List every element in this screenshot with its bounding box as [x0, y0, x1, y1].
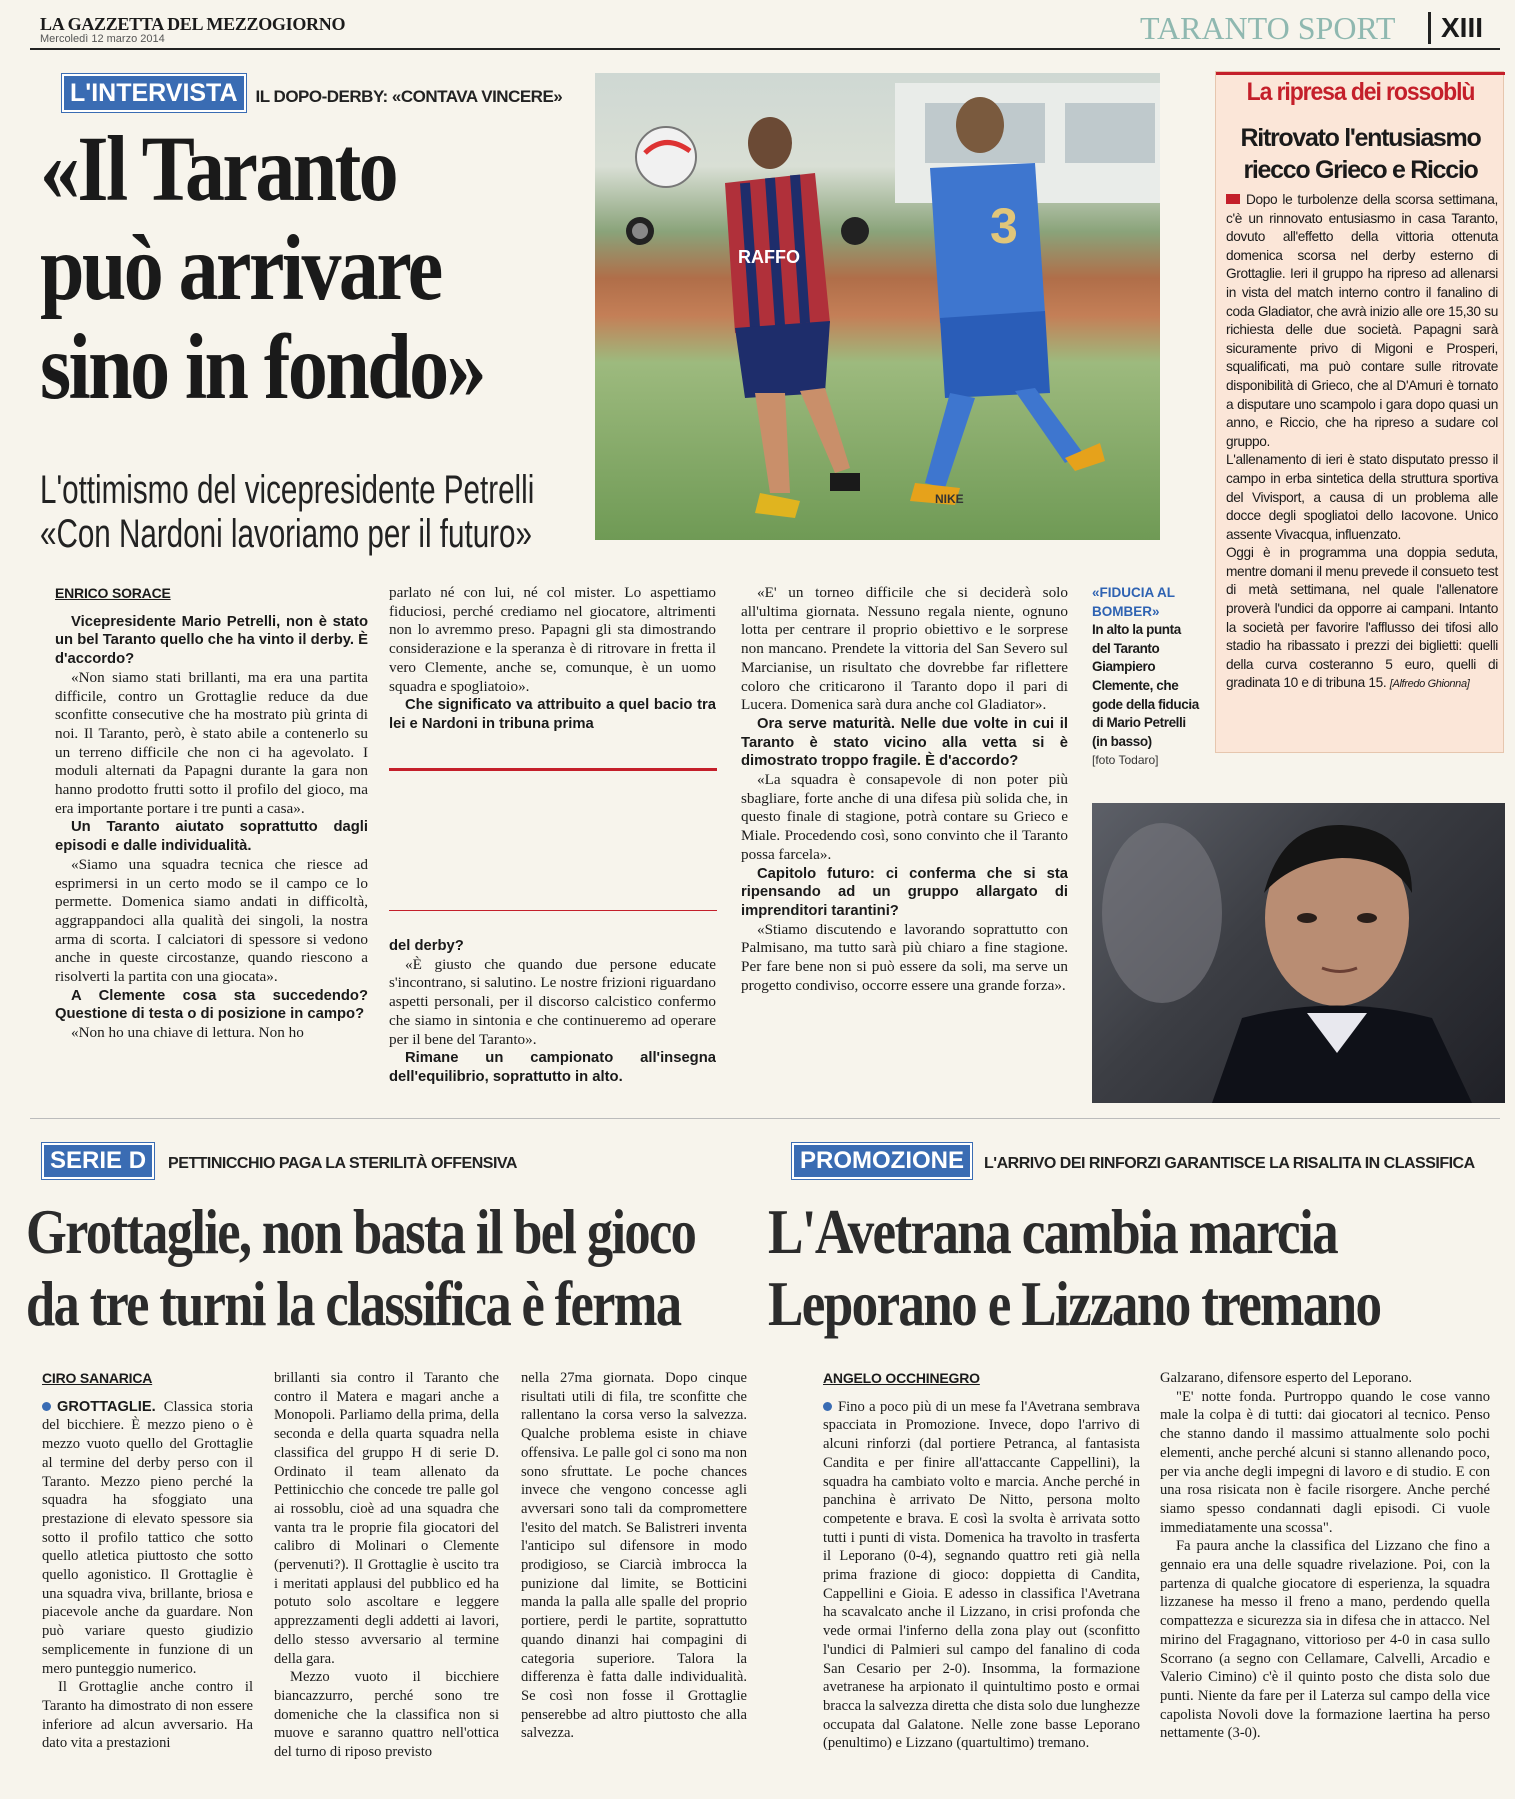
- portrait-photo: [1092, 803, 1505, 1103]
- right-kicker: L'ARRIVO DEI RINFORZI GARANTISCE LA RISALITA IN CLASSIFICA: [984, 1155, 1475, 1173]
- interview-question: Che significato va attribuito a quel bacio tra lei e Nardoni in tribuna prima: [389, 697, 716, 732]
- pull-quote: [389, 768, 717, 913]
- lead-title-line-3: sino in fondo»: [40, 316, 484, 419]
- masthead-rule: [30, 48, 1500, 50]
- interview-question: Rimane un campionato all'insegna dell'equilibrio, soprattutto in alto.: [389, 1050, 716, 1085]
- lead-column-3: [741, 584, 1068, 1109]
- left-kicker: PETTINICCHIO PAGA LA STERILITÀ OFFENSIVA: [168, 1155, 517, 1173]
- lead-byline: ENRICO SORACE: [55, 585, 171, 601]
- photo-caption: [1092, 584, 1200, 770]
- lead-kicker: IL DOPO-DERBY: «CONTAVA VINCERE»: [255, 87, 563, 107]
- interview-answer: «Non ho una chiave di lettura. Non ho: [71, 1024, 304, 1042]
- newspaper-name: LA GAZZETTA DEL MEZZOGIORNO: [40, 14, 346, 34]
- interview-answer: «La squadra è consapevole di non poter più sbagliare, forte anche di una difesa più solida che, in questo finale di stagione, potrà contare su Grieco e Miale. Procedendo così, sono convinto che il Taranto possa farcela».: [741, 771, 1068, 863]
- sidebar-title: [1216, 122, 1505, 186]
- lead-kicker-row: [62, 74, 582, 110]
- sidebar-marker: [1226, 194, 1240, 204]
- interview-answer: parlato né con lui, né col mister. Lo aspettiamo fiduciosi, perché crediamo nel giocatore, altrimenti non lo avremmo preso. Papagni gli sta dimostrando considerazione e la speranza è di ritrovare in fretta il vero Clemente, anche se, comunque, è un uomo squadra e spogliatoio».: [389, 584, 716, 695]
- sidebar-signature: [Alfredo Ghionna]: [1389, 678, 1470, 691]
- right-kicker-row: [792, 1143, 1512, 1179]
- lead-deck: [40, 468, 535, 556]
- lead-deck-line-1: L'ottimismo del vicepresidente Petrelli: [40, 468, 535, 512]
- lead-column-2a: [389, 584, 716, 754]
- right-column-1: [823, 1369, 1140, 1789]
- right-title-line-2: Leporano e Lizzano tremano: [768, 1268, 1381, 1339]
- caption-head: «FIDUCIA AL BOMBER»: [1092, 585, 1175, 619]
- right-bullet: [823, 1402, 832, 1411]
- lead-section-tag: L'INTERVISTA: [62, 74, 246, 112]
- sidebar-paragraph-2: L'allenamento di ieri è stato disputato presso il campo in erba sintetica della struttura sportiva del Vivisport, a causa di un problema alle docce degli spogliatoi dello Iacovone. Unico assente Vivacqua, influenzato.: [1226, 452, 1498, 542]
- page-number: XIII: [1428, 12, 1483, 44]
- right-c2a: Galzarano, difensore esperto del Leporano.: [1160, 1370, 1413, 1386]
- right-column-2: [1160, 1369, 1490, 1789]
- left-title: [26, 1196, 696, 1340]
- sidebar-paragraph-1: Dopo le turbolenze della scorsa settimana, c'è un rinnovato entusiasmo in casa Taranto, dovuto all'effetto della vittoria ottenuta domenica scorsa nel derby esterno di Grottaglie. Ieri il gruppo ha ripreso ad allenarsi in vista del match interno contro il fanalino di coda Gladiator, che avrà inizio alle ore 15,30 su richiesta delle due società. Papagni sarà sicuramente privo di Migoni e Prosperi, squalificati, ma può contare sulle ritrovate disponibilità di Grieco, che al D'Amuri è tornato a disputare uno scampolo i gara dopo quasi un anno, e Riccio, che ha ripreso a sudare col gruppo.: [1226, 192, 1498, 449]
- interview-answer: «Siamo una squadra tecnica che riesce ad esprimersi in un certo modo se il campo ce lo permette. Domenica siamo andati in difficoltà, aggrappandoci alla qualità dei singoli, la nostra arma di scorta. I calciatori di spessore si vedono anche in queste circostanze, quando riescono a risolverti la partita con una giocata».: [55, 855, 368, 986]
- right-section-tag: PROMOZIONE: [792, 1143, 972, 1179]
- pull-quote-bottom-rule: [389, 910, 717, 911]
- interview-question: Vicepresidente Mario Petrelli, non è stato un bel Taranto quello che ha vinto il derby. È d'accordo?: [55, 613, 368, 668]
- interview-question: A Clemente cosa sta succedendo? Questione di testa o di posizione in campo?: [55, 987, 368, 1023]
- lead-column-2a-text: [389, 584, 716, 734]
- left-title-line-2: da tre turni la classifica è ferma: [26, 1268, 681, 1339]
- caption-body: In alto la punta del Taranto Giampiero Clemente, che gode della fiducia di Mario Petrelli (in basso): [1092, 622, 1199, 749]
- left-c1a: Classica storia del bicchiere. È mezzo pieno o è mezzo vuoto quello del Grottaglie al termine del derby perso con il Taranto. Mezzo pieno perché la squadra ha sfoggiato una prestazione di elevato spessore sia sotto il profilo tattico che sotto quello atletica piuttosto che sotto quello agonistico. Il Grottaglie è una squadra viva, brillante, briosa e piacevole anche da guardare. Non può variare questo giudizio semplicemente in funzione di un mero punteggio numerico.: [42, 1398, 253, 1677]
- lead-title-line-1: «Il Taranto: [40, 118, 397, 221]
- section-name: TARANTO SPORT: [1140, 10, 1396, 46]
- left-c1b: Il Grottaglie anche contro il Taranto ha dimostrato di non essere inferiore ad alcun avversario. Ha dato vita a prestazioni: [42, 1679, 253, 1752]
- lead-column-1: [55, 584, 368, 1109]
- sidebar-body: [1226, 191, 1498, 694]
- page-band-rule: [30, 1118, 1500, 1119]
- lead-column-1-text: [55, 613, 368, 1043]
- interview-question: Un Taranto aiutato soprattutto dagli episodi e dalle individualità.: [55, 819, 368, 855]
- lead-column-2b: [389, 937, 716, 1109]
- interview-answer: «È giusto che quando due persone educate s'incontrano, si salutino. Le nostre frizioni riguardano aspetti personali, per il discorso calcistico confermo che siamo in sintonia e che continueremo ad operare per il bene del Taranto».: [389, 955, 716, 1048]
- right-title-line-1: L'Avetrana cambia marcia: [768, 1196, 1337, 1267]
- right-c2c: Fa paura anche la classifica del Lizzano che fino a gennaio era una delle squadre rivelazione. Poi, con la partenza di qualche giocatore di esperienza, la squadra lizzanese ha messo il freno a mano, perdendo quella compattezza e sicurezza sia in difesa che in attacco. Nel mirino del Fragagnano, vittorioso per 4-0 in casa sullo Scorrano (a segno con Cellamare, Calvelli, Arcadio e Valerio Cimino) c'è il quinto posto che dista solo due punti. Niente da fare per il Laterza sul campo della vice capolista Novoli dove la formazione laertina ha perso nettamente (3-0).: [1160, 1538, 1490, 1742]
- lead-column-2b-text: [389, 937, 716, 1087]
- right-c1: Fino a poco più di un mese fa l'Avetrana sembrava spacciata in Promozione. Invece, dopo l'arrivo di alcuni rinforzi (dal portiere Petranca, al fantasista Candita e per finire all'attaccante Cappellini), la squadra ha cambiato volto e marcia. Anche perché in panchina è arrivato De Nitto, persona molto competente e brava. E così la svolta è arrivata sotto tutti i punti di vista. Domenica ha travolto in trasferta il Leporano (0-4), segnando quattro reti già nella prima frazione di gioco: doppietta di Candita, Cappellini e Gioia. E adesso in classifica l'Avetrana ha scavalcato anche il Lizzano, in crisi profonda che vede ormai l'inferno della zona play out (sconfitto l'undici di Palmieri sul campo del fanalino di coda San Cesario per 2-0). Insomma, la formazione avetranese ha arpionato il quintultimo posto e ormai bracca la salvezza diretta che dista solo due lunghezze occupata dal Galatone. Nelle zone basse Leporano (penultimo) e Lizzano (quartultimo) tremano.: [823, 1398, 1140, 1752]
- lead-title: [40, 120, 522, 417]
- sidebar-label: La ripresa dei rossoblù: [1246, 78, 1475, 106]
- left-c3: nella 27ma giornata. Dopo cinque risultati utili di fila, tre sconfitte che rallentano la corsa verso la salvezza. Qualche problema esiste in chiave offensiva. Le palle gol ci sono ma non sono sfruttate. Le poche chances invece che vengono concesse agli avversari sono tali da compromettere l'esito del match. Se Balistreri inventa l'anticipo sul difensore in modo prodigioso, se Ciarcià imbrocca la punizione dal limite, se Botticini manda la palla alle spalle del proprio portiere, perdi le partite, soprattutto quando dinanzi hai compagini di categoria superiore. Talora la differenza è fatta dalle individualità. Se così non fosse il Grottaglie penserebbe ad altro piuttosto che alla salvezza.: [521, 1370, 747, 1742]
- interview-question: Capitolo futuro: ci conferma che si sta ripensando ad un gruppo allargato di imprenditori tarantini?: [741, 865, 1068, 919]
- left-c2b: Mezzo vuoto il bicchiere biancazzurro, perché sono tre domeniche che la classifica non si muove e saranno quattro nell'ottica del turno di riposo previsto: [274, 1669, 499, 1761]
- right-c2b: "E' notte fonda. Purtroppo quando le cose vanno male la colpa è di tutti: dai giocatori al tecnico. Penso che stanno dando il massimo attualmente solo pochi elementi, anche perché alcuni si stanno allenando poco, per via anche degli impegni di lavoro e di studio. E con una rosa risicata non è facile risorgere. Anche perché siamo spesso condannati dagli episodi. Ci vuole immediatamente una scossa".: [1160, 1388, 1490, 1536]
- interview-answer: «E' un torneo difficile che si deciderà solo all'ultima giornata. Nessuno regala niente, ognuno lotta per centrare il proprio obiettivo e le sorprese non mancano. Prendete la vittoria del San Severo sul Marcianise, un risultato che dovrebbe far riflettere coloro che criticarono il Taranto dopo il pari di Lucera. Domenica sarà dura anche col Gladiator».: [741, 584, 1068, 714]
- left-column-2: [274, 1369, 499, 1789]
- interview-answer: «Stiamo discutendo e lavorando soprattutto con Palmisano, ma tutto sarà più chiaro a fine stagione. Per fare bene non si può essere da soli, ma serve un progetto condiviso, occorre essere una grande forza».: [741, 920, 1068, 994]
- left-byline: CIRO SANARICA: [42, 1370, 153, 1386]
- sidebar-title-line-2: riecco Grieco e Riccio: [1243, 156, 1478, 184]
- right-title: [768, 1196, 1382, 1340]
- caption-credit: [foto Todaro]: [1092, 753, 1159, 768]
- issue-date: Mercoledì 12 marzo 2014: [40, 33, 165, 45]
- right-byline: ANGELO OCCHINEGRO: [823, 1370, 980, 1386]
- sidebar-paragraph-3: Oggi è in programma una doppia seduta, mentre domani il menu prevede il consueto test di metà settimana, nel quale l'allenatore proverà l'undici da opporre ai campani. Intanto la società per favorire l'afflusso dei tifosi allo stadio ha ribassato i prezzi dei biglietti: quelli della curva costeranno 5 euro, quelli di gradinata 10 e di tribuna 15.: [1226, 545, 1498, 691]
- left-c2a: brillanti sia contro il Taranto che contro il Matera e magari anche a Monopoli. Parliamo della prima, della seconda e della quarta squadra nella classifica del gruppo H di serie D. Ordinato il team allenato da Pettinicchio che concede tre palle gol ai rossoblu, cioè ad una squadra che vanta tra le proprie fila giocatori del calibro di Molinari o Clemente (pervenuti?). Il Grottaglie è uscito tra i meritati applausi del pubblico ed ha potuto solo ascoltare e leggere apprezzamenti degli addetti ai lavori, dello stesso avversario al termine della gara.: [274, 1370, 499, 1667]
- left-section-tag: SERIE D: [42, 1143, 154, 1179]
- match-photo: [595, 73, 1160, 540]
- portrait-illustration: [1092, 803, 1505, 1103]
- sidebar-top-rule: [1216, 72, 1505, 75]
- boot-brand: NIKE: [935, 492, 964, 506]
- left-column-1: [42, 1369, 253, 1789]
- left-dateline: GROTTAGLIE.: [57, 1398, 156, 1415]
- lead-title-line-2: può arrivare: [40, 217, 441, 320]
- left-kicker-row: [42, 1143, 742, 1179]
- shirt-sponsor: RAFFO: [738, 247, 800, 267]
- sidebar-box: [1215, 71, 1504, 753]
- interview-answer: «Non siamo stati brillanti, ma era una partita difficile, contro un Grottaglie reduce da due sconfitte consecutive che ha mostrato più grinta di noi. Il Taranto, però, è stato abile a contenerlo su un terreno difficile che non ci ha agevolato. I moduli alternati da Papagni durante la gara non hanno prodotto frutti sotto il profilo del gioco, ma era importante portare i tre punti a casa».: [55, 668, 368, 817]
- masthead: [0, 0, 1515, 52]
- sidebar-title-line-1: Ritrovato l'entusiasmo: [1240, 124, 1481, 152]
- lead-deck-line-2: «Con Nardoni lavoriamo per il futuro»: [40, 512, 532, 556]
- interview-question: Ora serve maturità. Nelle due volte in cui il Taranto è stato vicino alla vetta si è dimostrato troppo fragile. È d'accordo?: [741, 715, 1068, 770]
- pull-quote-top-rule: [389, 768, 717, 771]
- left-column-3: [521, 1369, 747, 1789]
- left-bullet: [42, 1402, 51, 1411]
- interview-question: del derby?: [389, 938, 464, 954]
- match-photo-illustration: [595, 73, 1160, 540]
- shirt-number: 3: [990, 198, 1018, 254]
- lead-column-3-text: [741, 584, 1068, 995]
- left-title-line-1: Grottaglie, non basta il bel gioco: [26, 1196, 696, 1267]
